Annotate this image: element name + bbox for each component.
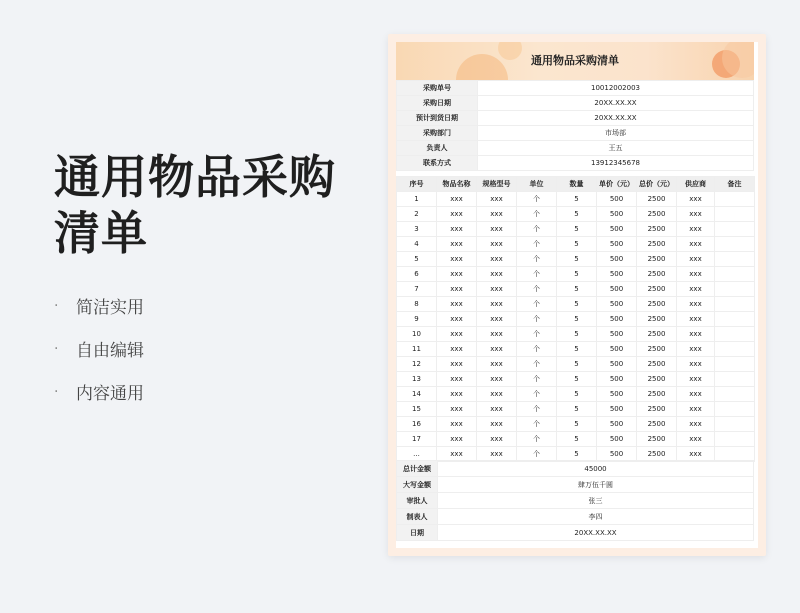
- feature-item: [54, 370, 144, 413]
- table-cell: 12: [397, 357, 437, 372]
- table-cell: 2500: [637, 222, 677, 237]
- table-cell: xxx: [477, 402, 517, 417]
- table-cell: 2500: [637, 267, 677, 282]
- info-label: 预计到货日期: [397, 111, 478, 126]
- table-cell: 500: [597, 432, 637, 447]
- table-cell: xxx: [477, 282, 517, 297]
- table-cell: xxx: [677, 252, 715, 267]
- summary-value: 肆万伍千圆: [438, 477, 754, 493]
- table-cell: 5: [557, 342, 597, 357]
- table-cell: xxx: [437, 267, 477, 282]
- table-cell: xxx: [677, 192, 715, 207]
- table-cell: 500: [597, 267, 637, 282]
- table-cell: 个: [517, 267, 557, 282]
- table-cell: 500: [597, 282, 637, 297]
- table-cell: [715, 387, 755, 402]
- info-value: 10012002003: [478, 81, 754, 96]
- table-row: [397, 222, 755, 237]
- table-cell: 2500: [637, 312, 677, 327]
- table-cell: 3: [397, 222, 437, 237]
- summary-row: [397, 477, 754, 493]
- table-cell: xxx: [677, 432, 715, 447]
- table-cell: 个: [517, 372, 557, 387]
- table-cell: xxx: [677, 327, 715, 342]
- table-cell: 5: [397, 252, 437, 267]
- table-row: [397, 327, 755, 342]
- table-cell: 5: [557, 252, 597, 267]
- table-cell: 500: [597, 447, 637, 462]
- table-cell: xxx: [477, 222, 517, 237]
- table-cell: 2500: [637, 432, 677, 447]
- table-cell: xxx: [677, 402, 715, 417]
- table-cell: xxx: [677, 222, 715, 237]
- summary-label: 审批人: [397, 493, 438, 509]
- table-cell: xxx: [437, 222, 477, 237]
- feature-item: [54, 327, 144, 370]
- table-cell: xxx: [477, 327, 517, 342]
- table-cell: 13: [397, 372, 437, 387]
- summary-label: 大写金额: [397, 477, 438, 493]
- table-cell: xxx: [437, 207, 477, 222]
- table-cell: 个: [517, 387, 557, 402]
- table-cell: 500: [597, 327, 637, 342]
- table-cell: [715, 252, 755, 267]
- table-row: [397, 387, 755, 402]
- table-cell: 8: [397, 297, 437, 312]
- info-row: [397, 96, 754, 111]
- table-cell: 2500: [637, 282, 677, 297]
- table-row: [397, 432, 755, 447]
- table-cell: xxx: [477, 372, 517, 387]
- table-cell: 2500: [637, 342, 677, 357]
- table-cell: xxx: [477, 312, 517, 327]
- items-table: [396, 176, 755, 462]
- table-cell: 2500: [637, 402, 677, 417]
- table-cell: xxx: [477, 447, 517, 462]
- table-cell: 5: [557, 282, 597, 297]
- info-table: [396, 80, 754, 171]
- table-cell: 2: [397, 207, 437, 222]
- table-cell: xxx: [477, 192, 517, 207]
- info-row: [397, 111, 754, 126]
- info-label: 采购部门: [397, 126, 478, 141]
- table-cell: [715, 222, 755, 237]
- table-cell: xxx: [477, 387, 517, 402]
- table-cell: [715, 237, 755, 252]
- table-cell: 个: [517, 447, 557, 462]
- table-cell: xxx: [477, 207, 517, 222]
- table-cell: xxx: [437, 342, 477, 357]
- table-cell: 个: [517, 432, 557, 447]
- table-cell: 1: [397, 192, 437, 207]
- table-cell: xxx: [677, 417, 715, 432]
- table-cell: [715, 207, 755, 222]
- column-header: 供应商: [677, 177, 715, 192]
- table-cell: 5: [557, 297, 597, 312]
- table-cell: 4: [397, 237, 437, 252]
- bullet-icon: ·: [54, 297, 59, 314]
- table-row: [397, 282, 755, 297]
- table-cell: xxx: [437, 237, 477, 252]
- table-cell: 2500: [637, 417, 677, 432]
- table-cell: 500: [597, 207, 637, 222]
- table-row: [397, 237, 755, 252]
- table-cell: [715, 297, 755, 312]
- info-value: 王五: [478, 141, 754, 156]
- table-cell: [715, 327, 755, 342]
- table-cell: 500: [597, 252, 637, 267]
- table-cell: xxx: [477, 252, 517, 267]
- table-cell: 2500: [637, 357, 677, 372]
- table-row: [397, 267, 755, 282]
- bullet-icon: ·: [54, 340, 59, 357]
- feature-item: [54, 284, 144, 327]
- column-header: 单价（元）: [597, 177, 637, 192]
- table-cell: 500: [597, 402, 637, 417]
- table-cell: 5: [557, 222, 597, 237]
- column-header: 物品名称: [437, 177, 477, 192]
- table-header-row: [397, 177, 755, 192]
- table-cell: xxx: [677, 387, 715, 402]
- info-row: [397, 141, 754, 156]
- summary-label: 制表人: [397, 509, 438, 525]
- table-cell: 500: [597, 192, 637, 207]
- info-value: 13912345678: [478, 156, 754, 171]
- column-header: 规格型号: [477, 177, 517, 192]
- summary-value: 45000: [438, 461, 754, 477]
- table-cell: xxx: [677, 312, 715, 327]
- table-cell: 500: [597, 312, 637, 327]
- table-cell: 2500: [637, 207, 677, 222]
- table-cell: 个: [517, 192, 557, 207]
- table-cell: 5: [557, 387, 597, 402]
- feature-list: [54, 284, 144, 413]
- table-cell: 5: [557, 447, 597, 462]
- table-cell: xxx: [437, 297, 477, 312]
- summary-label: 日期: [397, 525, 438, 541]
- table-cell: 个: [517, 297, 557, 312]
- table-cell: 个: [517, 357, 557, 372]
- table-cell: xxx: [437, 192, 477, 207]
- column-header: 数量: [557, 177, 597, 192]
- table-cell: xxx: [437, 252, 477, 267]
- table-cell: [715, 417, 755, 432]
- table-cell: 500: [597, 342, 637, 357]
- table-cell: xxx: [677, 447, 715, 462]
- table-cell: 2500: [637, 297, 677, 312]
- table-cell: [715, 267, 755, 282]
- table-cell: xxx: [437, 447, 477, 462]
- table-cell: [715, 402, 755, 417]
- table-cell: 500: [597, 297, 637, 312]
- info-row: [397, 126, 754, 141]
- table-cell: 500: [597, 237, 637, 252]
- table-cell: 个: [517, 237, 557, 252]
- table-cell: 5: [557, 402, 597, 417]
- table-cell: [715, 342, 755, 357]
- info-label: 采购日期: [397, 96, 478, 111]
- summary-row: [397, 509, 754, 525]
- table-cell: 个: [517, 327, 557, 342]
- table-row: [397, 342, 755, 357]
- summary-value: 张三: [438, 493, 754, 509]
- table-cell: 5: [557, 192, 597, 207]
- table-cell: 14: [397, 387, 437, 402]
- table-cell: xxx: [437, 372, 477, 387]
- summary-value: 李四: [438, 509, 754, 525]
- info-value: 市场部: [478, 126, 754, 141]
- table-row: [397, 252, 755, 267]
- hero-title: 通用物品采购清单: [54, 149, 336, 260]
- table-cell: 500: [597, 417, 637, 432]
- table-cell: 16: [397, 417, 437, 432]
- table-cell: 5: [557, 327, 597, 342]
- table-cell: [715, 282, 755, 297]
- table-cell: xxx: [477, 417, 517, 432]
- table-cell: 500: [597, 222, 637, 237]
- table-cell: 500: [597, 357, 637, 372]
- summary-row: [397, 525, 754, 541]
- table-cell: xxx: [437, 432, 477, 447]
- table-cell: [715, 432, 755, 447]
- table-cell: xxx: [477, 342, 517, 357]
- column-header: 备注: [715, 177, 755, 192]
- info-row: [397, 156, 754, 171]
- table-row: [397, 357, 755, 372]
- feature-label: 自由编辑: [76, 341, 144, 361]
- table-row: [397, 402, 755, 417]
- table-cell: 10: [397, 327, 437, 342]
- info-row: [397, 81, 754, 96]
- feature-label: 内容通用: [76, 384, 144, 404]
- table-cell: xxx: [677, 357, 715, 372]
- table-cell: xxx: [677, 267, 715, 282]
- table-cell: xxx: [477, 357, 517, 372]
- feature-label: 简洁实用: [76, 298, 144, 318]
- table-cell: ...: [397, 447, 437, 462]
- document-sheet: [396, 42, 758, 548]
- table-cell: 5: [557, 432, 597, 447]
- info-label: 负责人: [397, 141, 478, 156]
- table-row: [397, 192, 755, 207]
- table-cell: xxx: [437, 402, 477, 417]
- title-banner: [396, 42, 754, 80]
- table-cell: 500: [597, 372, 637, 387]
- document-title: 通用物品采购清单: [531, 54, 619, 67]
- table-cell: xxx: [437, 312, 477, 327]
- table-row: [397, 417, 755, 432]
- table-cell: 11: [397, 342, 437, 357]
- table-cell: xxx: [477, 267, 517, 282]
- table-cell: 5: [557, 417, 597, 432]
- table-cell: xxx: [437, 387, 477, 402]
- table-cell: 15: [397, 402, 437, 417]
- column-header: 总价（元）: [637, 177, 677, 192]
- table-cell: 2500: [637, 192, 677, 207]
- table-cell: 个: [517, 252, 557, 267]
- table-cell: 5: [557, 312, 597, 327]
- table-cell: [715, 192, 755, 207]
- table-cell: 7: [397, 282, 437, 297]
- summary-label: 总计金额: [397, 461, 438, 477]
- bullet-icon: ·: [54, 383, 59, 400]
- table-cell: 5: [557, 372, 597, 387]
- table-cell: 500: [597, 387, 637, 402]
- table-cell: xxx: [477, 297, 517, 312]
- info-value: 20XX.XX.XX: [478, 111, 754, 126]
- table-cell: 5: [557, 357, 597, 372]
- info-label: 联系方式: [397, 156, 478, 171]
- table-cell: 个: [517, 342, 557, 357]
- table-cell: [715, 357, 755, 372]
- table-cell: 2500: [637, 372, 677, 387]
- summary-table: [396, 460, 754, 541]
- table-cell: xxx: [477, 432, 517, 447]
- table-cell: 5: [557, 267, 597, 282]
- table-cell: 9: [397, 312, 437, 327]
- table-cell: xxx: [437, 282, 477, 297]
- column-header: 序号: [397, 177, 437, 192]
- summary-row: [397, 493, 754, 509]
- table-cell: xxx: [677, 237, 715, 252]
- info-label: 采购单号: [397, 81, 478, 96]
- table-cell: 6: [397, 267, 437, 282]
- table-cell: 2500: [637, 237, 677, 252]
- table-cell: 个: [517, 222, 557, 237]
- table-cell: [715, 312, 755, 327]
- table-cell: xxx: [437, 417, 477, 432]
- table-row: [397, 312, 755, 327]
- table-cell: xxx: [677, 297, 715, 312]
- table-cell: xxx: [677, 372, 715, 387]
- table-cell: 个: [517, 282, 557, 297]
- table-cell: 个: [517, 207, 557, 222]
- column-header: 单位: [517, 177, 557, 192]
- table-cell: 2500: [637, 327, 677, 342]
- table-cell: 个: [517, 417, 557, 432]
- table-cell: 5: [557, 237, 597, 252]
- table-cell: 17: [397, 432, 437, 447]
- table-cell: xxx: [677, 207, 715, 222]
- summary-value: 20XX.XX.XX: [438, 525, 754, 541]
- table-row: [397, 297, 755, 312]
- table-cell: 5: [557, 207, 597, 222]
- table-cell: xxx: [437, 327, 477, 342]
- table-cell: 个: [517, 312, 557, 327]
- table-cell: 2500: [637, 252, 677, 267]
- table-cell: xxx: [437, 357, 477, 372]
- info-value: 20XX.XX.XX: [478, 96, 754, 111]
- table-cell: [715, 372, 755, 387]
- table-cell: 2500: [637, 387, 677, 402]
- table-cell: xxx: [477, 237, 517, 252]
- table-row: [397, 372, 755, 387]
- document-preview: [388, 34, 766, 556]
- table-cell: 个: [517, 402, 557, 417]
- table-cell: xxx: [677, 282, 715, 297]
- table-cell: xxx: [677, 342, 715, 357]
- table-row: [397, 207, 755, 222]
- summary-row: [397, 461, 754, 477]
- table-cell: 2500: [637, 447, 677, 462]
